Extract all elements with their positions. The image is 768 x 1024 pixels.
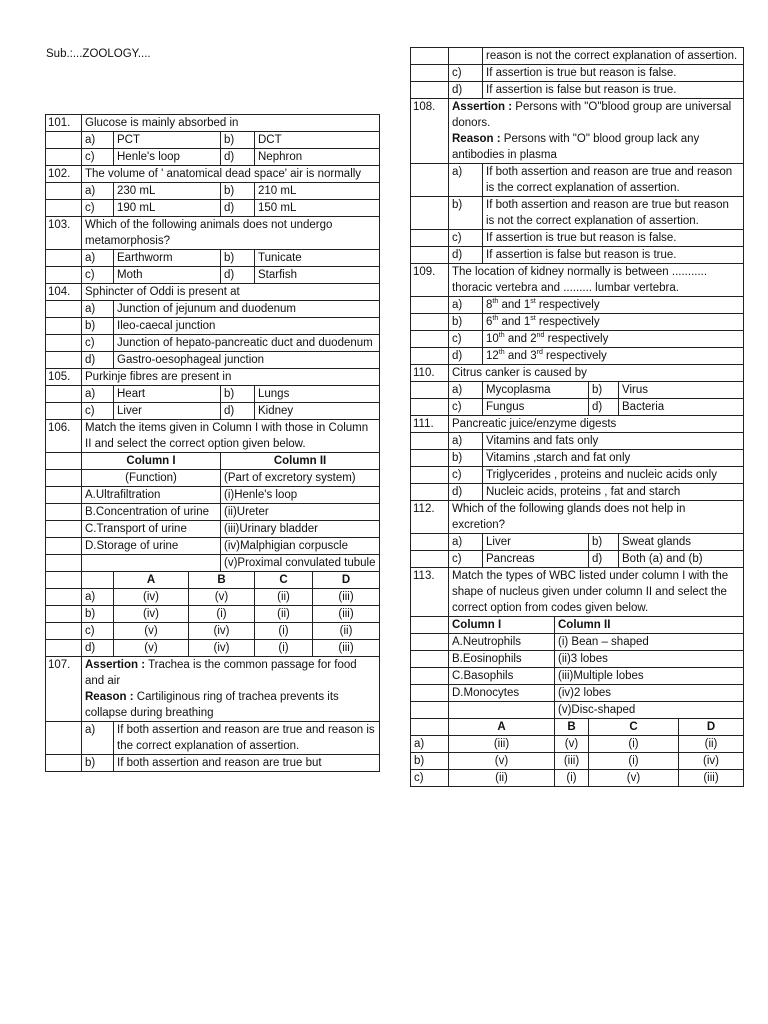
option-label: a) bbox=[82, 386, 114, 403]
option-text: 230 mL bbox=[114, 183, 221, 200]
option-row bbox=[411, 399, 744, 416]
option-text: If both assertion and reason are true and reason is the correct explanation of assertion. bbox=[483, 164, 744, 197]
option-row bbox=[411, 48, 744, 65]
option-label: d) bbox=[221, 200, 255, 217]
option-row bbox=[46, 335, 380, 352]
code-cell: (v) bbox=[589, 770, 679, 787]
column-ii-item: (ii)Ureter bbox=[221, 504, 380, 521]
assertion-text: Trachea is the common passage for food and air bbox=[85, 659, 357, 687]
option-text: Liver bbox=[114, 403, 221, 420]
option-text: Triglycerides , proteins and nucleic acids only bbox=[483, 467, 744, 484]
question-number: 103. bbox=[46, 217, 82, 250]
code-cell: (i) bbox=[555, 770, 589, 787]
option-text: 150 mL bbox=[255, 200, 380, 217]
option-label: a) bbox=[82, 589, 114, 606]
option-label: d) bbox=[449, 82, 483, 99]
question-113 bbox=[411, 568, 744, 617]
column-i-subheader: (Function) bbox=[82, 470, 221, 487]
option-text: 6th and 1st respectively bbox=[483, 314, 744, 331]
match-row bbox=[411, 685, 744, 702]
option-text: Gastro-oesophageal junction bbox=[114, 352, 380, 369]
option-label: c) bbox=[449, 467, 483, 484]
option-text: Henle's loop bbox=[114, 149, 221, 166]
option-label: d) bbox=[589, 399, 619, 416]
option-text: If assertion is false but reason is true. bbox=[483, 247, 744, 264]
code-cell: (ii) bbox=[255, 606, 313, 623]
column-i-item: A.Ultrafiltration bbox=[82, 487, 221, 504]
option-row bbox=[46, 132, 380, 149]
code-row bbox=[46, 606, 380, 623]
option-label: d) bbox=[221, 267, 255, 284]
option-text: Sweat glands bbox=[619, 534, 744, 551]
option-text: Mycoplasma bbox=[483, 382, 589, 399]
option-text: 10th and 2nd respectively bbox=[483, 331, 744, 348]
option-row bbox=[411, 197, 744, 230]
column-ii-item: (i) Bean – shaped bbox=[555, 634, 744, 651]
option-label: c) bbox=[411, 770, 449, 787]
question-text: The volume of ' anatomical dead space' air is normally bbox=[82, 166, 380, 183]
option-row bbox=[411, 450, 744, 467]
question-number: 106. bbox=[46, 420, 82, 453]
option-label: c) bbox=[82, 623, 114, 640]
question-number: 113. bbox=[411, 568, 449, 617]
option-label: c) bbox=[449, 230, 483, 247]
question-text: Purkinje fibres are present in bbox=[82, 369, 380, 386]
option-label: a) bbox=[449, 382, 483, 399]
code-cell: (iii) bbox=[313, 606, 380, 623]
code-cell: (v) bbox=[555, 736, 589, 753]
option-row bbox=[46, 250, 380, 267]
option-text: Nephron bbox=[255, 149, 380, 166]
option-label: a) bbox=[82, 722, 114, 755]
match-subheader-row bbox=[46, 470, 380, 487]
option-row bbox=[411, 82, 744, 99]
code-cell: (iii) bbox=[449, 736, 555, 753]
code-row bbox=[46, 640, 380, 657]
option-text: If assertion is true but reason is false. bbox=[483, 65, 744, 82]
column-ii-item: (iii)Urinary bladder bbox=[221, 521, 380, 538]
code-cell: (iv) bbox=[114, 589, 189, 606]
question-number: 107. bbox=[46, 657, 82, 722]
code-header-row bbox=[46, 572, 380, 589]
code-row bbox=[411, 753, 744, 770]
option-row bbox=[411, 230, 744, 247]
option-row bbox=[411, 331, 744, 348]
option-row bbox=[411, 433, 744, 450]
question-108 bbox=[411, 99, 744, 164]
column-i-item bbox=[82, 555, 221, 572]
question-104 bbox=[46, 284, 380, 301]
option-label: c) bbox=[82, 403, 114, 420]
option-text: If assertion is true but reason is false. bbox=[483, 230, 744, 247]
code-cell: (ii) bbox=[679, 736, 744, 753]
option-label: c) bbox=[449, 65, 483, 82]
code-header: A bbox=[449, 719, 555, 736]
column-ii-item: (iv)2 lobes bbox=[555, 685, 744, 702]
column-i-header: Column I bbox=[449, 617, 555, 634]
option-row bbox=[46, 301, 380, 318]
option-text: Vitamins ,starch and fat only bbox=[483, 450, 744, 467]
option-label: c) bbox=[82, 335, 114, 352]
question-number: 112. bbox=[411, 501, 449, 534]
question-number: 108. bbox=[411, 99, 449, 164]
question-text: Which of the following glands does not help in excretion? bbox=[449, 501, 744, 534]
option-label: d) bbox=[82, 640, 114, 657]
code-cell: (i) bbox=[589, 736, 679, 753]
column-i-header: Column I bbox=[82, 453, 221, 470]
column-ii-item: (i)Henle's loop bbox=[221, 487, 380, 504]
assertion-text: Persons with "O"blood group are universal donors. bbox=[452, 101, 732, 129]
right-question-table bbox=[410, 47, 744, 787]
option-row bbox=[46, 403, 380, 420]
option-row bbox=[411, 314, 744, 331]
option-label: a) bbox=[449, 534, 483, 551]
option-text: Pancreas bbox=[483, 551, 589, 568]
code-cell: (ii) bbox=[313, 623, 380, 640]
option-row bbox=[46, 755, 380, 772]
code-cell: (ii) bbox=[449, 770, 555, 787]
column-ii-header: Column II bbox=[555, 617, 744, 634]
option-label: d) bbox=[449, 348, 483, 365]
option-label: b) bbox=[589, 382, 619, 399]
option-label: a) bbox=[82, 183, 114, 200]
option-label: b) bbox=[449, 450, 483, 467]
match-row bbox=[46, 555, 380, 572]
column-ii-item: (v)Proximal convulated tubule bbox=[221, 555, 380, 572]
code-cell: (ii) bbox=[255, 589, 313, 606]
option-text: Moth bbox=[114, 267, 221, 284]
option-text: Earthworm bbox=[114, 250, 221, 267]
option-row bbox=[46, 183, 380, 200]
code-row bbox=[411, 770, 744, 787]
question-text: Citrus canker is caused by bbox=[449, 365, 744, 382]
option-text: PCT bbox=[114, 132, 221, 149]
option-text: Kidney bbox=[255, 403, 380, 420]
option-label: a) bbox=[449, 297, 483, 314]
option-row bbox=[46, 149, 380, 166]
option-text: Bacteria bbox=[619, 399, 744, 416]
question-number: 109. bbox=[411, 264, 449, 297]
match-row bbox=[411, 651, 744, 668]
option-label: a) bbox=[449, 433, 483, 450]
left-question-table bbox=[45, 114, 380, 772]
option-row bbox=[411, 247, 744, 264]
code-cell: (v) bbox=[114, 640, 189, 657]
option-label: a) bbox=[449, 164, 483, 197]
question-number: 104. bbox=[46, 284, 82, 301]
option-label: b) bbox=[449, 197, 483, 230]
code-cell: (iii) bbox=[313, 589, 380, 606]
question-number: 102. bbox=[46, 166, 82, 183]
question-107 bbox=[46, 657, 380, 722]
column-ii-header: Column II bbox=[221, 453, 380, 470]
reason-text: Persons with "O" blood group lack any antibodies in plasma bbox=[452, 133, 700, 161]
column-i-item bbox=[449, 702, 555, 719]
code-cell: (i) bbox=[255, 623, 313, 640]
code-header: C bbox=[255, 572, 313, 589]
column-ii-item: (v)Disc-shaped bbox=[555, 702, 744, 719]
column-i-item: A.Neutrophils bbox=[449, 634, 555, 651]
code-cell: (iv) bbox=[114, 606, 189, 623]
match-row bbox=[411, 634, 744, 651]
option-row bbox=[411, 382, 744, 399]
option-label: a) bbox=[82, 132, 114, 149]
option-text: If both assertion and reason are true but bbox=[114, 755, 380, 772]
column-i-item: C.Transport of urine bbox=[82, 521, 221, 538]
option-text: If both assertion and reason are true and reason is the correct explanation of assertion. bbox=[114, 722, 380, 755]
option-row bbox=[411, 65, 744, 82]
code-row bbox=[46, 623, 380, 640]
option-label: c) bbox=[449, 331, 483, 348]
question-111 bbox=[411, 416, 744, 433]
match-row bbox=[46, 521, 380, 538]
option-label: a) bbox=[411, 736, 449, 753]
match-row bbox=[46, 487, 380, 504]
option-label: d) bbox=[82, 352, 114, 369]
option-row bbox=[46, 200, 380, 217]
question-110 bbox=[411, 365, 744, 382]
option-text: 210 mL bbox=[255, 183, 380, 200]
option-label: c) bbox=[82, 149, 114, 166]
option-label: b) bbox=[589, 534, 619, 551]
option-label: b) bbox=[82, 755, 114, 772]
option-label: d) bbox=[449, 247, 483, 264]
question-text: Match the items given in Column I with those in Column II and select the correct option given below. bbox=[82, 420, 380, 453]
option-text: Both (a) and (b) bbox=[619, 551, 744, 568]
assertion-label: Assertion : bbox=[85, 659, 146, 671]
reason-label: Reason : bbox=[85, 691, 134, 703]
code-cell: (iii) bbox=[555, 753, 589, 770]
option-text: Liver bbox=[483, 534, 589, 551]
option-text: Nucleic acids, proteins , fat and starch bbox=[483, 484, 744, 501]
question-103 bbox=[46, 217, 380, 250]
option-row bbox=[46, 318, 380, 335]
code-header-row bbox=[411, 719, 744, 736]
question-number: 111. bbox=[411, 416, 449, 433]
code-header: B bbox=[189, 572, 255, 589]
option-text: Heart bbox=[114, 386, 221, 403]
code-cell: (v) bbox=[449, 753, 555, 770]
column-i-item: B.Concentration of urine bbox=[82, 504, 221, 521]
option-text: Vitamins and fats only bbox=[483, 433, 744, 450]
question-number: 101. bbox=[46, 115, 82, 132]
option-label: d) bbox=[221, 403, 255, 420]
match-header-row bbox=[46, 453, 380, 470]
code-cell: (i) bbox=[255, 640, 313, 657]
column-i-item: D.Storage of urine bbox=[82, 538, 221, 555]
question-text: Which of the following animals does not undergo metamorphosis? bbox=[82, 217, 380, 250]
option-label: b) bbox=[221, 132, 255, 149]
option-label: a) bbox=[82, 250, 114, 267]
option-text: reason is not the correct explanation of assertion. bbox=[483, 48, 744, 65]
option-text: Junction of hepato-pancreatic duct and duodenum bbox=[114, 335, 380, 352]
column-i-item: B.Eosinophils bbox=[449, 651, 555, 668]
option-row bbox=[411, 348, 744, 365]
option-text: Ileo-caecal junction bbox=[114, 318, 380, 335]
option-text: Junction of jejunum and duodenum bbox=[114, 301, 380, 318]
option-label: d) bbox=[449, 484, 483, 501]
column-i-item: D.Monocytes bbox=[449, 685, 555, 702]
code-row bbox=[46, 589, 380, 606]
question-101 bbox=[46, 115, 380, 132]
code-cell: (v) bbox=[189, 589, 255, 606]
option-text: 12th and 3rd respectively bbox=[483, 348, 744, 365]
match-row bbox=[411, 702, 744, 719]
option-row bbox=[411, 297, 744, 314]
option-label: d) bbox=[221, 149, 255, 166]
option-row bbox=[46, 267, 380, 284]
question-text: The location of kidney normally is between ........... thoracic vertebra and ......... lumbar vertebra. bbox=[449, 264, 744, 297]
code-cell: (iv) bbox=[189, 623, 255, 640]
column-ii-item: (iv)Malphigian corpuscle bbox=[221, 538, 380, 555]
assertion-label: Assertion : bbox=[452, 101, 513, 113]
code-cell: (iii) bbox=[313, 640, 380, 657]
option-label: c) bbox=[449, 399, 483, 416]
option-label: c) bbox=[82, 267, 114, 284]
code-row bbox=[411, 736, 744, 753]
match-row bbox=[411, 668, 744, 685]
question-text bbox=[449, 99, 744, 164]
subject-header: Sub.:...ZOOLOGY.... bbox=[46, 48, 151, 60]
match-header-row bbox=[411, 617, 744, 634]
code-header: B bbox=[555, 719, 589, 736]
column-ii-item: (iii)Multiple lobes bbox=[555, 668, 744, 685]
question-106 bbox=[46, 420, 380, 453]
option-text: If assertion is false but reason is true. bbox=[483, 82, 744, 99]
option-label: b) bbox=[221, 386, 255, 403]
option-label: b) bbox=[82, 606, 114, 623]
column-ii-item: (ii)3 lobes bbox=[555, 651, 744, 668]
question-105 bbox=[46, 369, 380, 386]
option-row bbox=[411, 164, 744, 197]
question-text: Match the types of WBC listed under column I with the shape of nucleus given under column II and select the correct option from codes given below. bbox=[449, 568, 744, 617]
option-text: Virus bbox=[619, 382, 744, 399]
reason-text: Cartiliginous ring of trachea prevents its collapse during breathing bbox=[85, 691, 339, 719]
reason-label: Reason : bbox=[452, 133, 501, 145]
question-text: Sphincter of Oddi is present at bbox=[82, 284, 380, 301]
option-label: b) bbox=[449, 314, 483, 331]
option-label: d) bbox=[589, 551, 619, 568]
option-text: DCT bbox=[255, 132, 380, 149]
code-header: A bbox=[114, 572, 189, 589]
option-label: b) bbox=[82, 318, 114, 335]
code-cell: (iii) bbox=[679, 770, 744, 787]
option-row bbox=[46, 722, 380, 755]
option-row bbox=[411, 551, 744, 568]
option-label: b) bbox=[221, 183, 255, 200]
option-row bbox=[46, 352, 380, 369]
option-label: b) bbox=[411, 753, 449, 770]
option-text: 8th and 1st respectively bbox=[483, 297, 744, 314]
option-text: Starfish bbox=[255, 267, 380, 284]
option-text: If both assertion and reason are true but reason is not the correct explanation of assertion. bbox=[483, 197, 744, 230]
option-text: 190 mL bbox=[114, 200, 221, 217]
option-label: b) bbox=[221, 250, 255, 267]
question-text: Glucose is mainly absorbed in bbox=[82, 115, 380, 132]
option-label: c) bbox=[449, 551, 483, 568]
option-text: Tunicate bbox=[255, 250, 380, 267]
option-label: c) bbox=[82, 200, 114, 217]
option-text: Fungus bbox=[483, 399, 589, 416]
column-ii-subheader: (Part of excretory system) bbox=[221, 470, 380, 487]
option-text: Lungs bbox=[255, 386, 380, 403]
question-112 bbox=[411, 501, 744, 534]
code-header: D bbox=[313, 572, 380, 589]
question-number: 110. bbox=[411, 365, 449, 382]
code-cell: (v) bbox=[114, 623, 189, 640]
option-label: a) bbox=[82, 301, 114, 318]
code-cell: (iv) bbox=[679, 753, 744, 770]
code-header: C bbox=[589, 719, 679, 736]
column-i-item: C.Basophils bbox=[449, 668, 555, 685]
code-header: D bbox=[679, 719, 744, 736]
question-number: 105. bbox=[46, 369, 82, 386]
code-cell: (i) bbox=[589, 753, 679, 770]
match-row bbox=[46, 538, 380, 555]
question-109 bbox=[411, 264, 744, 297]
code-cell: (iv) bbox=[189, 640, 255, 657]
question-102 bbox=[46, 166, 380, 183]
option-row bbox=[411, 467, 744, 484]
option-row bbox=[411, 484, 744, 501]
option-row bbox=[411, 534, 744, 551]
question-text: Pancreatic juice/enzyme digests bbox=[449, 416, 744, 433]
option-row bbox=[46, 386, 380, 403]
code-cell: (i) bbox=[189, 606, 255, 623]
question-text bbox=[82, 657, 380, 722]
match-row bbox=[46, 504, 380, 521]
